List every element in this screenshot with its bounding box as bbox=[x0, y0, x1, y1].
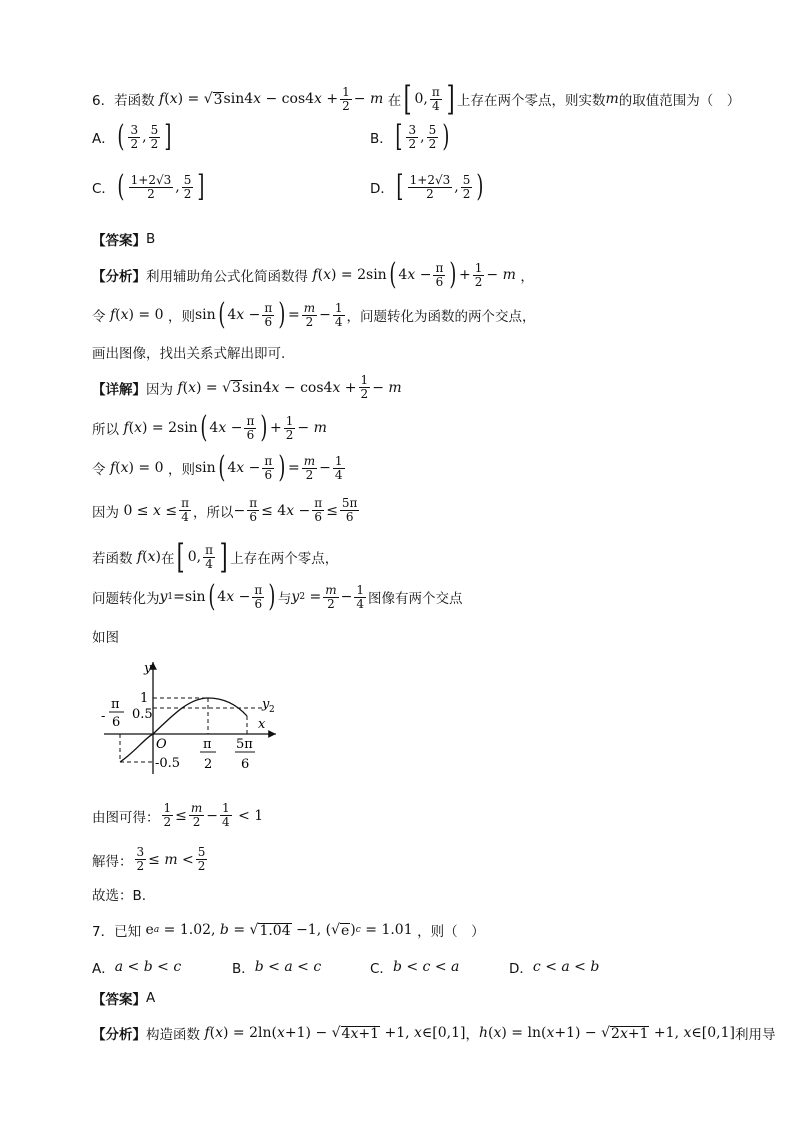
q7-option-a: A． a < b < c bbox=[92, 959, 182, 977]
q6-number: 6．若函数 bbox=[92, 93, 155, 109]
q6-stem: 6．若函数 f ( x ) = √ 3 sin4 x − cos4 x + $\frac{1}{2}$ − m 在 [ 0, $\frac{\pi}{4}$ ] 上存在两个零点，则实数 m 的取值范围为（ ） bbox=[92, 79, 741, 119]
svg-text:π: π bbox=[203, 737, 212, 752]
svg-text:y: y bbox=[262, 697, 270, 712]
q6-analysis-3: 画出图像，找出关系式解出即可. bbox=[92, 346, 286, 362]
q6-detail-4: 因为 0 ≤ x ≤ $\frac{\pi}{4}$ ，所以 − $\frac{\pi}{6}$ ≤ 4 x − $\frac{\pi}{6}$ ≤ $\frac{5\pi}{6}$ bbox=[92, 496, 358, 524]
q6-detail-2: 所以 f ( x ) = 2sin ( 4 x − $\frac{\pi}{6}$ ) + $\frac{1}{2}$ − m bbox=[92, 410, 327, 445]
svg-text:1: 1 bbox=[140, 691, 149, 706]
q7-option-d: D． c < a < b bbox=[509, 959, 600, 977]
q6-as-figure: 如图 bbox=[92, 630, 119, 646]
svg-text:6: 6 bbox=[112, 715, 121, 730]
q6-solve: 解得： $\frac{3}{2}$ ≤ m < $\frac{5}{2}$ bbox=[92, 845, 206, 873]
svg-text:x: x bbox=[258, 717, 266, 732]
svg-text:O: O bbox=[156, 737, 167, 752]
q6-option-a: A． ( $\frac{3}{2}$ , $\frac{5}{2}$ ] bbox=[92, 119, 172, 154]
q6-from-figure: 由图可得： $\frac{1}{2}$ ≤ $\frac{m}{2}$ − $\frac{1}{4}$ < 1 bbox=[92, 801, 264, 829]
q6-analysis-2: 令 f ( x ) = 0 ，则 sin ( 4 x − $\frac{\pi}{6}$ ) = $\frac{m}{2}$ − $\frac{1}{4}$ ，问题转化为函数的两个交点， bbox=[92, 297, 536, 332]
svg-text:2: 2 bbox=[204, 757, 213, 772]
q6-option-d: D． [ $\frac{1+2√3}{2}$ , $\frac{5}{2}$ ) bbox=[370, 169, 484, 204]
q6-detail-6: 问题转化为 y 1 =sin ( 4 x − $\frac{\pi}{6}$ ) 与 y 2 = $\frac{m}{2}$ − $\frac{1}{4}$ 图像有两个交点 bbox=[92, 579, 463, 614]
q7-option-b: B． b < a < c bbox=[232, 959, 322, 977]
q6-detail-3: 令 f ( x ) = 0 ，则 sin ( 4 x − $\frac{\pi}{6}$ ) = $\frac{m}{2}$ − $\frac{1}{4}$ bbox=[92, 450, 343, 485]
q6-option-c: C． ( $\frac{1+2√3}{2}$ , $\frac{5}{2}$ ] bbox=[92, 169, 205, 204]
svg-text:-0.5: -0.5 bbox=[155, 756, 181, 771]
q6-choose: 故选：B. bbox=[92, 888, 147, 904]
q7-stem: 7．已知 e a = 1.02, b = √ 1.04 −1, (√ e ) c = 1.01 ，则（ ） bbox=[92, 922, 485, 940]
svg-text:y: y bbox=[144, 661, 152, 676]
q6-analysis-1: 【分析】 利用辅助角公式化简函数得 f ( x ) = 2sin ( 4 x − $\frac{\pi}{6}$ ) + $\frac{1}{2}$ − m ， bbox=[92, 257, 534, 292]
q6-option-b: B． [ $\frac{3}{2}$ , $\frac{5}{2}$ ) bbox=[370, 119, 450, 154]
q6-detail-5: 若函数 f ( x ) 在 [ 0, $\frac{\pi}{4}$ ] 上存在两个零点， bbox=[92, 537, 339, 577]
q6-answer: 【答案】 B bbox=[92, 231, 156, 249]
svg-text:0.5: 0.5 bbox=[132, 707, 153, 722]
sine-graph bbox=[100, 656, 290, 780]
svg-text:6: 6 bbox=[241, 757, 250, 772]
q7-answer: 【答案】 A bbox=[92, 990, 156, 1008]
q6-detail-1: 【详解】 因为 f ( x ) = √ 3 sin4 x − cos4 x + $\frac{1}{2}$ − m bbox=[92, 373, 402, 401]
svg-text:π: π bbox=[111, 697, 120, 712]
q7-option-c: C． b < c < a bbox=[370, 959, 460, 977]
q7-analysis: 【分析】 构造函数 f ( x ) = 2ln( x +1) − √ 4x+1 +1, x ∈[0,1] ， h ( x ) = ln( x +1) − √ 2x+1 +1, x ∈[0,1] 利用导 bbox=[92, 1025, 776, 1043]
svg-text:5π: 5π bbox=[236, 737, 253, 752]
svg-text:-: - bbox=[101, 709, 106, 724]
svg-text:2: 2 bbox=[269, 705, 275, 715]
